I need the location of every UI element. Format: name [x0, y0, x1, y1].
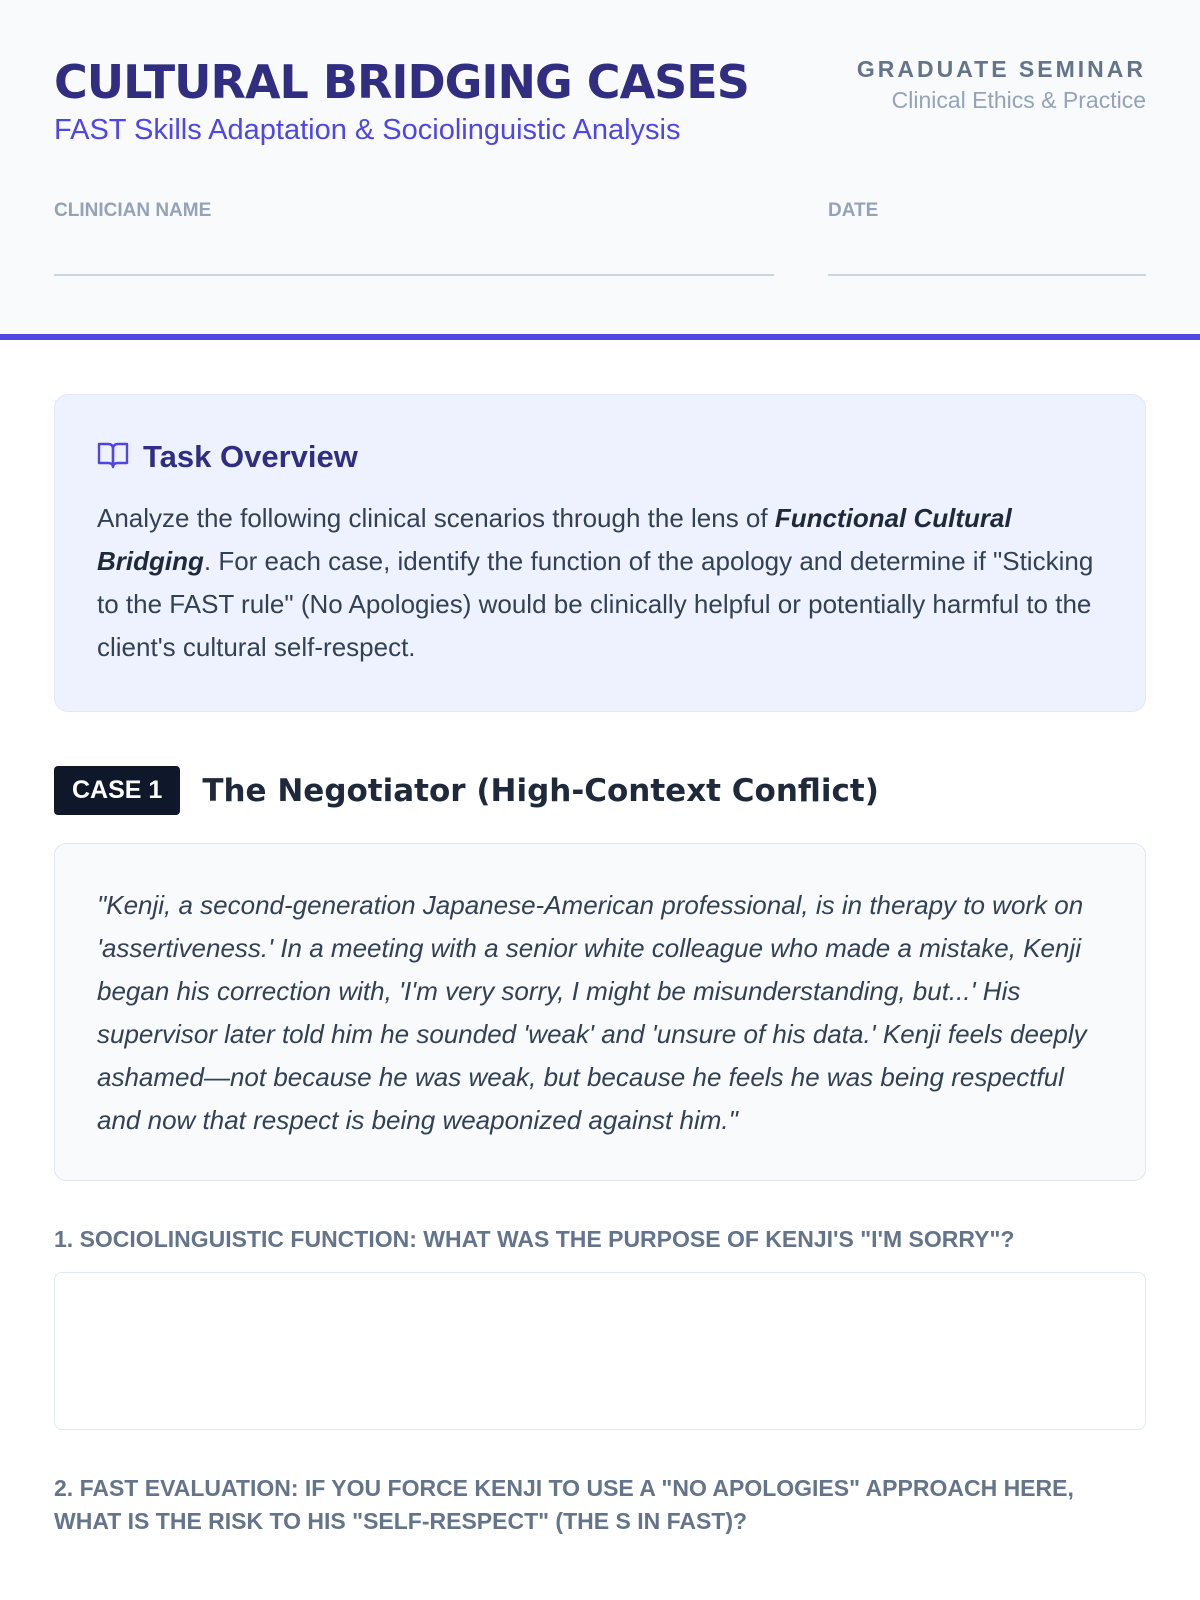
page-subtitle: FAST Skills Adaptation & Sociolinguistic Analysis: [54, 114, 681, 146]
task-overview-text: [97, 497, 1103, 669]
date-label: DATE: [828, 200, 879, 221]
seminar-info: [857, 56, 1146, 114]
case-title: The Negotiator (High-Context Conflict): [202, 772, 879, 809]
clinician-name-field[interactable]: [54, 200, 774, 276]
task-overview-header: [97, 439, 1103, 475]
worksheet-header: [0, 0, 1200, 340]
task-overview-box: [54, 394, 1146, 712]
question-2-label: 2. FAST EVALUATION: IF YOU FORCE KENJI TO USE A "NO APOLOGIES" APPROACH HERE, WHAT IS THE RISK TO HIS "SELF-RESPECT" (THE S IN FAST)?: [54, 1475, 1074, 1534]
clinician-name-label: CLINICIAN NAME: [54, 200, 212, 221]
case-scenario-text: "Kenji, a second-generation Japanese-American professional, is in therapy to work on 'assertiveness.' In a meeting with a senior white colleague who made a mistake, Kenji began his correction with, 'I'm very sorry, I might be misunderstanding, but...' His supervisor later told him he sounded 'weak' and 'unsure of his data.' Kenji feels deeply ashamed—not because he was weak, but because he feels he was being respectful and now that respect is being weaponized against him.": [97, 890, 1087, 1135]
worksheet-content: [0, 340, 1200, 1538]
case-scenario-box: [54, 843, 1146, 1181]
date-field[interactable]: [828, 200, 1146, 276]
overview-text-intro: Analyze the following clinical scenarios through the lens of: [97, 503, 775, 533]
page-title: CULTURAL BRIDGING CASES: [54, 55, 749, 109]
task-overview-title: Task Overview: [143, 439, 358, 474]
question-1-answer-box[interactable]: [54, 1272, 1146, 1430]
question-1-label: 1. SOCIOLINGUISTIC FUNCTION: WHAT WAS THE PURPOSE OF KENJI'S "I'M SORRY"?: [54, 1226, 1015, 1252]
seminar-course: Clinical Ethics & Practice: [891, 87, 1146, 113]
book-icon: [97, 441, 129, 474]
overview-text-rest: . For each case, identify the function of the apology and determine if "Sticking to the FAST rule" (No Apologies) would be clinically helpful or potentially harmful to the client's cultural self-respect.: [97, 546, 1094, 662]
seminar-label: GRADUATE SEMINAR: [856, 56, 1146, 82]
date-line[interactable]: [828, 274, 1146, 276]
case-1-header: [54, 766, 1146, 815]
header-fields: [54, 200, 1146, 276]
case-badge: CASE 1: [54, 766, 180, 815]
clinician-name-line[interactable]: [54, 274, 774, 276]
overview-emphasis: Functional Cultural Bridging: [97, 503, 1012, 576]
